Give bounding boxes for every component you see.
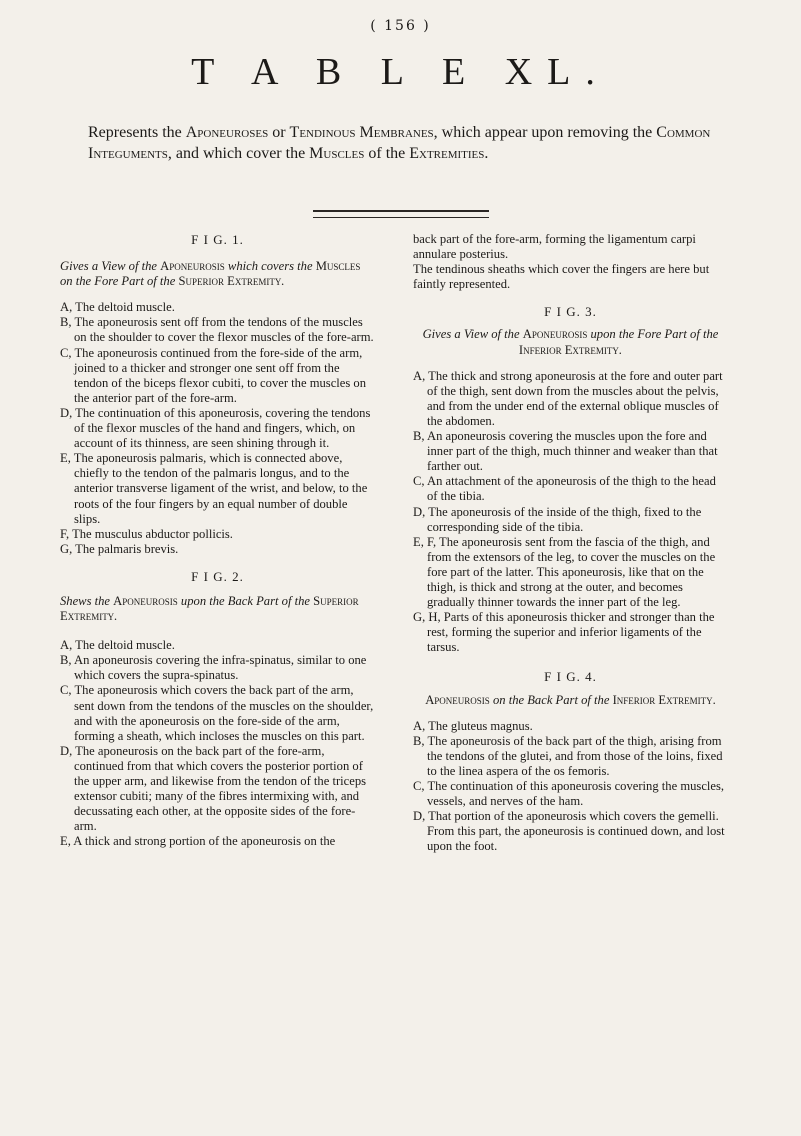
fig2-items xyxy=(60,638,375,849)
caption-text: on the Back Part of the xyxy=(489,692,613,707)
fig3-items xyxy=(413,369,728,656)
caption-text: upon the Back Part of the xyxy=(177,593,314,608)
list-item: G, The palmaris brevis. xyxy=(60,541,179,556)
intro-text: . xyxy=(484,145,489,162)
table-title: T A B L E XL. xyxy=(191,51,610,93)
fig4-items xyxy=(413,719,728,855)
fig2-note: The tendinous sheaths which cover the fingers are here but faintly represented. xyxy=(413,262,710,292)
right-column xyxy=(413,232,728,854)
caption-text: on the Fore Part of the xyxy=(60,274,179,289)
caption-term: Aponeurosis xyxy=(160,259,225,274)
list-item: F, The musculus abductor pollicis. xyxy=(60,526,233,541)
caption-text: upon the Fore Part of the xyxy=(587,327,719,342)
list-item: B, The aponeurosis of the back part of the thigh, arising from the tendons of the glutei, and from those of the loins, fixed to the linea aspera of the os femoris. xyxy=(413,733,723,778)
list-item: A, The gluteus magnus. xyxy=(413,718,533,733)
intro-term: Muscles xyxy=(309,145,365,162)
caption-term: Superior Extremity xyxy=(60,593,359,624)
intro-term: Aponeuroses xyxy=(185,124,269,141)
fig4-heading: F I G. 4. xyxy=(544,669,597,685)
fig4-caption xyxy=(413,693,728,708)
list-item: C, The aponeurosis which covers the back part of the arm, sent down from the tendons of the muscles on the shoulder, and with the aponeurosis on the fore-side of the arm, forming a sheath, which incloses the muscles on this part. xyxy=(60,683,374,743)
intro-term: Common Integuments xyxy=(88,124,711,162)
intro-text: Represents the xyxy=(88,124,186,141)
list-item: C, The aponeurosis continued from the fore-side of the arm, joined to a thicker and stronger one sent off from the tendon of the biceps flexor cubiti, to cover the muscles on the anterior part of the fore-arm. xyxy=(60,345,367,405)
list-item: B, An aponeurosis covering the infra-spinatus, similar to one which covers the supra-spinatus. xyxy=(60,653,367,683)
fig3-caption xyxy=(413,327,728,357)
caption-text: which covers the xyxy=(224,259,316,274)
caption-term: Superior Extremity xyxy=(178,274,282,289)
caption-text: Shews the xyxy=(60,593,114,608)
list-item: A, The deltoid muscle. xyxy=(60,300,175,315)
caption-text: . xyxy=(712,692,716,707)
caption-text: Gives a View of the xyxy=(60,259,161,274)
caption-term: Inferior Extremity xyxy=(612,692,713,707)
intro-text: , which appear upon removing the xyxy=(433,124,657,141)
intro-term: Tendinous Membranes xyxy=(289,124,434,141)
section-divider xyxy=(313,210,489,218)
caption-term: Aponeurosis xyxy=(522,327,588,342)
list-item: E, F, The aponeurosis sent from the fascia of the thigh, and from the extensors of the leg, to cover the muscles on the fore part of the latter. This aponeurosis, like that on the thigh, is thick and strong at the outer, and becomes gradually thinner towards the inner part of the leg. xyxy=(413,534,716,610)
list-item: D, The continuation of this aponeurosis, covering the tendons of the flexor muscles of the hand and fingers, which, on account of its thinness, are seen shining through it. xyxy=(60,405,371,451)
fig1-heading: F I G. 1. xyxy=(191,232,244,247)
caption-term: Aponeurosis xyxy=(113,593,178,608)
list-item: B, The aponeurosis sent off from the tendons of the muscles on the shoulder to cover the flexor muscles of the fore-arm. xyxy=(60,315,374,345)
intro-text: , and which cover the xyxy=(167,145,310,162)
list-item: B, An aponeurosis covering the muscles upon the fore and inner part of the thigh, much thinner and weaker than that farther out. xyxy=(413,429,718,474)
fig3-heading: F I G. 3. xyxy=(544,304,597,320)
left-column xyxy=(60,232,375,849)
fig1-caption xyxy=(60,259,375,289)
caption-text: . xyxy=(618,342,623,357)
caption-text: . xyxy=(114,609,118,624)
list-item: A, The thick and strong aponeurosis at the fore and outer part of the thigh, sent down from the muscles about the pelvis, and from the under end of the external oblique muscles of the abdomen. xyxy=(413,368,723,428)
list-item: E, A thick and strong portion of the aponeurosis on the xyxy=(60,834,336,849)
list-item: A, The deltoid muscle. xyxy=(60,638,175,653)
list-item: D, That portion of the aponeurosis which covers the gemelli. From this part, the aponeurosis is continued down, and lost upon the foot. xyxy=(413,809,725,854)
caption-text: . xyxy=(281,274,285,289)
caption-term: Aponeurosis xyxy=(425,692,490,707)
intro-paragraph xyxy=(88,122,733,164)
caption-text: Gives a View of the xyxy=(422,327,523,342)
list-item: D, The aponeurosis of the inside of the thigh, fixed to the corresponding side of the tibia. xyxy=(413,504,702,534)
caption-term: Muscles xyxy=(315,259,361,274)
fig1-items xyxy=(60,300,375,557)
list-item: C, An attachment of the aponeurosis of the thigh to the head of the tibia. xyxy=(413,474,716,504)
caption-term: Inferior Extremity xyxy=(518,342,619,357)
list-item: G, H, Parts of this aponeurosis thicker and stronger than the rest, forming the superior and inferior ligaments of the tarsus. xyxy=(413,610,715,655)
intro-text: or xyxy=(268,124,290,141)
intro-term: Extremities xyxy=(409,145,485,162)
page-number: ( 156 ) xyxy=(370,18,431,34)
list-item: E, The aponeurosis palmaris, which is connected above, chiefly to the tendon of the palmaris longus, and to the anterior transverse ligament of the wrist, and below, to the roots of the four fingers by an equal number of double slips. xyxy=(60,451,368,526)
list-item: C, The continuation of this aponeurosis covering the muscles, vessels, and nerves of the ham. xyxy=(413,779,725,809)
intro-text: of the xyxy=(364,145,410,162)
fig2-caption xyxy=(60,594,375,624)
list-item: D, The aponeurosis on the back part of the fore-arm, continued from that which covers the posterior portion of the upper arm, and likewise from the tendon of the triceps extensor cubiti; many of the fibres intermixing with, and decussating each other, at the opposite sides of the fore-arm. xyxy=(60,743,367,834)
fig2-heading: F I G. 2. xyxy=(191,568,244,584)
fig2-continuation: back part of the fore-arm, forming the ligamentum carpi annulare posterius. xyxy=(413,232,696,262)
